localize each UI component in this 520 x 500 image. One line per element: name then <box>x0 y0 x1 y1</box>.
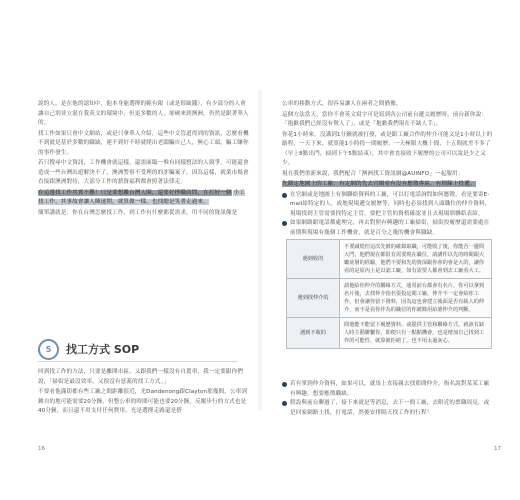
table-row-content: 不要誠慌但這次先被的確錄取職，可能收了後，你能否一邊問大門，他們現在都很有需要現在職位，請講件以先的時間跟大廳底層的經驗，他們不要和先的資深跟你會的會是大的，讓你看的是原內上是以認工廠，如有需要人都會到去工廠看大工。 <box>340 240 492 279</box>
section-divider <box>38 361 238 362</box>
paragraph: 簡單講就是：你在台灣怎麼找工作，到工作有什麼都從需求，用不同的資訊像是 <box>38 209 238 216</box>
table-row-label: 遇到找仲介的 <box>287 279 340 318</box>
paragraph: 回到找工作的方法，只要是離開市區，又跟我們一樣沒有自駕車，我一定要跟你們說，「掃街是最沒效率，又很沒有意義的找工方式。」 <box>38 369 243 385</box>
response-table <box>286 239 492 349</box>
left-text-top <box>38 100 250 219</box>
bullet-text: 假設與前台聊過了，接下來就是等消息，去下一間工廠，去附近的票職周見，或是回家網路上找，打電話，然後安排隔天找工作的行程！ <box>290 400 490 416</box>
bullet-item <box>282 380 494 399</box>
highlighted-sentence <box>282 180 494 190</box>
paragraph: 找工作如果只會中文網站，或是只拿華人介紹，這些中文管道得到的資訊，怎麼看機不到就是基於多數的職缺，連不到好不時就爬出老闆騙自己人，無心工頭，騙工賺你的事作發生。 <box>38 130 249 156</box>
section-heading <box>38 338 248 360</box>
bullet-icon <box>282 193 287 198</box>
left-text-bottom <box>38 368 250 418</box>
bullet-icon <box>282 401 287 406</box>
table-row-content: 請他給你仲介的聯絡方式，通常前台都會有名片，你可以拿到名片後，去找仲介指名要投這間工廠，仲介不一定會給你工作，但會讓你留下資料，因為這也會建立後面是否有缺人的仲介，而不是看你作為的職位的你被錄用給誰仲介的判斷。 <box>340 279 492 318</box>
table-row <box>287 279 492 318</box>
paragraph: 現在我們重新來說，我們配合「澳洲找工資訊網@AUINFO」一起服用： <box>282 170 464 177</box>
left-page <box>0 0 258 500</box>
bullet-text: 在官網或是地圖上有個聯絡資料的工廠，可以打電話詢問如何應徵，看是要寄E-mail給特定的人，或地現場遞交履歷等，同時也必須找到人頭職位的仲介資料，現場找到主管需要找特定主管，要把主管的資格確認並且去現場填聯絡表給。 <box>290 191 491 217</box>
bullet-item <box>282 219 494 238</box>
right-page <box>262 0 520 500</box>
paragraph: 若只搜尋中文資訊，工作機會就這樣，還需面臨一堆有同樣想法的人競爭，可能還會造成一些台灣出遊解決不了，澳洲警察不受理的的詐騙案子，因為這樣，就業市場會直接跟澳洲對待，大部分工作的薪資福利都會照著法律走。 <box>38 160 249 185</box>
page-number-right: 17 <box>494 446 501 452</box>
table-row-label: 遇到不收的 <box>287 318 340 349</box>
bullet-item <box>282 399 494 418</box>
page-number-left: 16 <box>38 446 45 452</box>
section-number-badge: 5 <box>38 339 59 360</box>
paragraph: 這個方法當天，當你不會英文寫字可是寫到各公司前台遞交履歷時，前台新你說：「抱歉我們已經沒有徵人了」，或是「抱歉我們現在不缺人手」。 <box>282 111 487 127</box>
table-row <box>287 318 492 349</box>
section-title: 找工方式 SOP <box>66 343 140 356</box>
right-text-top <box>282 100 494 238</box>
highlight-line: 小工找工作，其事故會讓人陳迷開，就算做一樣，也找總是笑著走過來。 <box>38 189 245 205</box>
right-text-bottom <box>282 380 494 418</box>
bullet-item <box>282 191 494 220</box>
paragraph: 你花1小時來，沒講到1分鐘就被打發，或是跟工廠合作的仲介可能又是1小時以上的路程，一天下來，就算能1小時投一間履歷，一天極限大概十間，十五間就差不多了（早上8點出門，掃到下午5點結束），其中會直接收下履歷的公司可以說是少之又少。 <box>282 131 493 166</box>
highlight-line: 先篩定地圖上的工廠：有定網的先去官網看有沒有應徵專區，有則線上投遞。 <box>282 181 476 187</box>
table-row-content: 問他能不能留下履歷資料，或提供主管和聯絡方式，就該有缺人時主動聯繫你，即便只有一點點機會，也是增加自己找到工作的可能性，就算被拒絕了，也不用太過灰心。 <box>340 318 492 349</box>
table-row <box>287 240 492 279</box>
bullet-text: 如果網路跟電話都處理完，再去對照有興趣的工廠掃街，掃街投履歷還需要處在前期與現場有幾個工作機會，就是百分之幾的機會與職缺。 <box>290 220 490 236</box>
highlight-line: 在這邊找工作其實不難！只是要想離台灣人圈，還要好掙職商問，在打好一個 <box>38 189 232 196</box>
table-row-label: 遇到收的 <box>287 240 340 279</box>
bullet-text: 若有掌到仲介資料，如果可以，就馬上直接親去找那間仲介，指名說對某某工廠有興趣，想要應徵職缺。 <box>290 381 490 397</box>
paragraph: 公車的移動方式，很容易讓人在兩者之間猶豫。 <box>282 101 402 107</box>
bullet-icon <box>282 221 287 226</box>
bullet-icon <box>282 382 287 387</box>
paragraph: 不要看他滿街都有些工廠之間距離很近，光Dandenong跟Clayton那幾間，公車到鍾自的地可能需要20分鐘，但整公車的時間可能也要20分鐘，反覆步行的方式也是40分鐘，而且還不用支付任何費用。光是選擇走路還是搭 <box>38 389 248 414</box>
highlighted-sentence <box>38 189 250 208</box>
paragraph: 說的人，是在他的認知中，他本身能選擇的範有限（或是很缺錢），有少部分的人會讓自己別並立混在我英文的環境中，但更多數的人，卻硬來到澳洲，仍然是跟著華人的。 <box>38 101 249 126</box>
